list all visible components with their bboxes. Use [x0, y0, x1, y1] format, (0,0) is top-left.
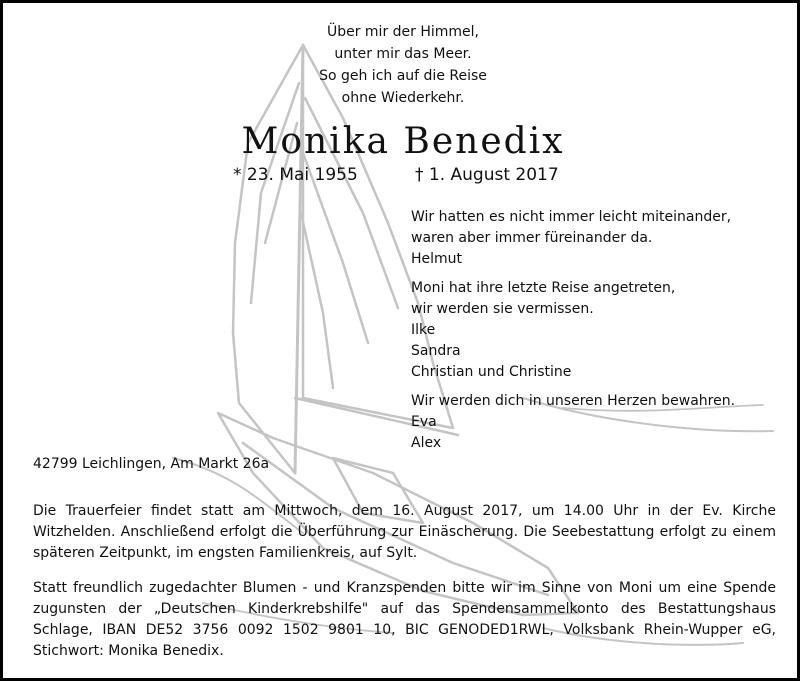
funeral-info: Die Trauerfeier findet statt am Mittwoch, dem 16. August 2017, um 14.00 Uhr in der Ev. Kirche Witzhelden. Anschließend erfolgt die Überführung zur Einäscherung. Die Seebestattung erfolgt zu einem späteren Zeitpunkt, im engsten Familienkreis, auf Sylt. [33, 503, 776, 561]
deceased-name: Monika Benedix [241, 121, 565, 162]
death-date: † 1. August 2017 [415, 165, 559, 185]
message-block [411, 207, 781, 270]
birth-date: * 23. Mai 1955 [233, 165, 358, 185]
message-block [411, 391, 781, 454]
message-line: Moni hat ihre letzte Reise angetreten, [411, 280, 676, 296]
poem-line: So geh ich auf die Reise [319, 68, 487, 84]
message-signature: Ilke [411, 322, 436, 338]
message-signature: Sandra [411, 343, 461, 359]
address: 42799 Leichlingen, Am Markt 26a [33, 456, 270, 472]
poem-line: unter mir das Meer. [334, 46, 472, 62]
poem [253, 21, 553, 109]
message-signature: Alex [411, 435, 442, 451]
poem-line: Über mir der Himmel, [326, 24, 480, 40]
poem-line: ohne Wiederkehr. [341, 90, 465, 106]
message-signature: Helmut [411, 251, 463, 267]
message-signature: Eva [411, 414, 437, 430]
message-line: Wir hatten es nicht immer leicht miteinander, [411, 209, 732, 225]
message-block [411, 278, 781, 383]
donation-info: Statt freundlich zugedachter Blumen - und Kranzspenden bitte wir im Sinne von Moni um eine Spende zugunsten der „Deutschen Kinderkrebshilfe" auf das Spendensammelkonto des Bestattungshaus Schlage, IBAN DE52 3756 0092 1502 9801 10, BIC GENODED1RWL, Volksbank Rhein-Wupper eG, Stichwort: Monika Benedix. [33, 580, 776, 659]
message-signature: Christian und Christine [411, 364, 572, 380]
message-line: Wir werden dich in unseren Herzen bewahren. [411, 393, 736, 409]
family-messages [411, 207, 781, 462]
message-line: wir werden sie vermissen. [411, 301, 594, 317]
message-line: waren aber immer füreinander da. [411, 230, 653, 246]
